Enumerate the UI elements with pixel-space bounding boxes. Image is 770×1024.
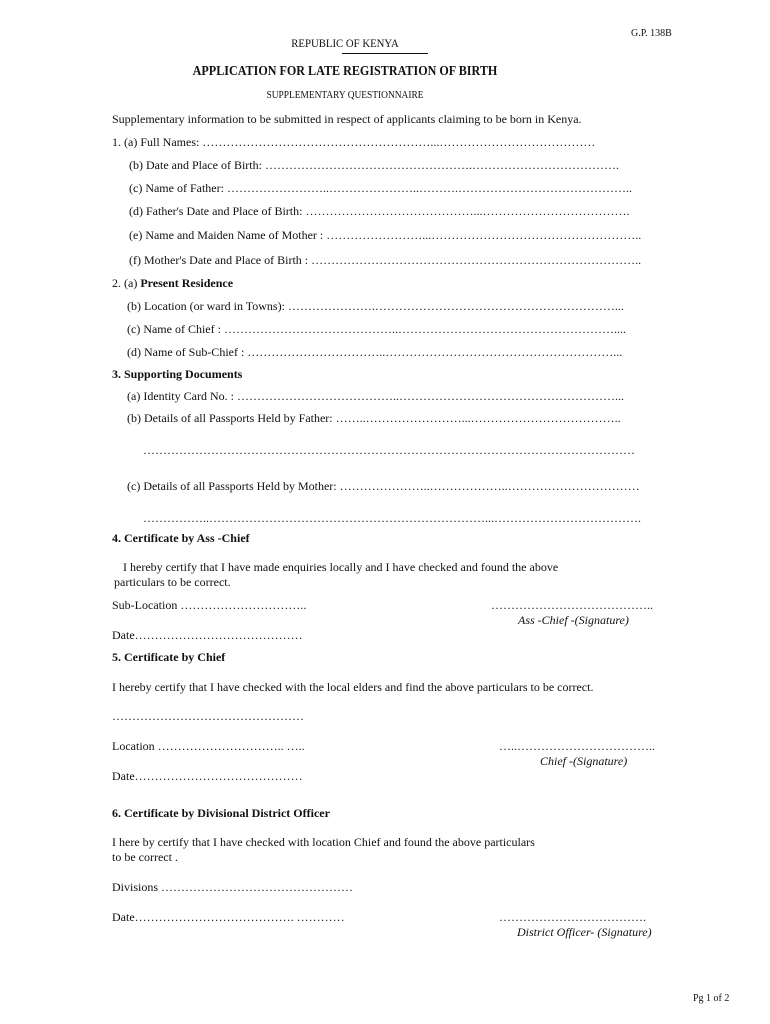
ass-chief-signature-field[interactable]: ………………………………….. [491,598,653,612]
father-passports-continued[interactable]: …………………………………………………………………………………………………………… [143,443,635,457]
chief-cert-text: I hereby certify that I have checked with the local elders and find the above particulars to be correct. [112,680,594,694]
ass-chief-date-field[interactable]: Date…………………………………… [112,628,303,642]
supporting-documents-heading: 3. Supporting Documents [112,367,243,381]
father-name-field[interactable]: (c) Name of Father: ……………………..…………………..……….…………………………………….. [129,181,632,195]
republic-heading: REPUBLIC OF KENYA [291,36,399,50]
mother-name-field[interactable]: (e) Name and Maiden Name of Mother : ……………………...…………………………………………….. [129,228,642,242]
dob-place-field[interactable]: (b) Date and Place of Birth: …………………………………………….………………………………. [129,158,619,172]
subchief-name-field[interactable]: (d) Name of Sub-Chief : ……………………………..…………………………………………………... [127,345,623,359]
chief-signature-field[interactable]: …..…………………………….. [499,739,655,753]
present-residence-heading: 2. (a) Present Residence [112,276,234,290]
intro-text: Supplementary information to be submitted in respect of applicants claiming to be born in Kenya. [112,112,582,126]
father-passports-field[interactable]: (b) Details of all Passports Held by Father: ……..……………………...……………………………….. [127,411,621,425]
chief-blank-line[interactable]: ………………………………………… [112,709,304,723]
identity-card-field[interactable]: (a) Identity Card No. : …………………………………..………………………………………………... [127,389,624,403]
do-signature-field[interactable]: ………………………………. [499,910,646,924]
full-names-field[interactable]: 1. (a) Full Names: …………………………………………………...………………………………… [112,135,596,149]
sub-location-field[interactable]: Sub-Location ………………………….. [112,598,307,612]
ass-chief-cert-text-line1: I hereby certify that I have made enquiries locally and I have checked and found the above [123,560,559,574]
page-number: Pg 1 of 2 [693,993,730,1004]
form-subtitle: SUPPLEMENTARY QUESTIONNAIRE [266,90,424,101]
do-date-field[interactable]: Date…………………………………. ………… [112,910,345,924]
chief-name-field[interactable]: (c) Name of Chief : ……………………………………..……………………………………………….... [127,322,626,336]
chief-signature-caption: Chief -(Signature) [540,754,628,768]
mother-dob-field[interactable]: (f) Mother's Date and Place of Birth : ……………………………………………………………………….. [129,253,642,267]
ass-chief-cert-text-line2: particulars to be correct. [114,575,231,589]
ass-chief-signature-caption: Ass -Chief -(Signature) [518,613,629,627]
chief-location-field[interactable]: Location ………………………….. ….. [112,739,305,753]
chief-certificate-heading: 5. Certificate by Chief [112,650,226,664]
location-field[interactable]: (b) Location (or ward in Towns): ………………….……………………………………………………... [127,299,624,313]
father-dob-field[interactable]: (d) Father's Date and Place of Birth: ……………………………………...………………………………. [129,204,630,218]
district-officer-certificate-heading: 6. Certificate by Divisional District Officer [112,806,330,820]
chief-date-field[interactable]: Date…………………………………… [112,769,303,783]
do-cert-text-line1: I here by certify that I have checked with location Chief and found the above particulars [112,835,535,849]
form-title: APPLICATION FOR LATE REGISTRATION OF BIRTH [192,63,498,78]
divisions-field[interactable]: Divisions ………………………………………… [112,880,354,894]
ass-chief-certificate-heading: 4. Certificate by Ass -Chief [112,531,250,545]
form-code: G.P. 138B [631,28,672,39]
mother-passports-continued[interactable]: ……………..……………………………………………………………...………………………………. [143,511,641,525]
do-cert-text-line2: to be correct . [112,850,178,864]
mother-passports-field[interactable]: (c) Details of all Passports Held by Mother: …………………..………………..…………………………… [127,479,640,493]
do-signature-caption: District Officer- (Signature) [517,925,652,939]
republic-underline [342,53,428,54]
